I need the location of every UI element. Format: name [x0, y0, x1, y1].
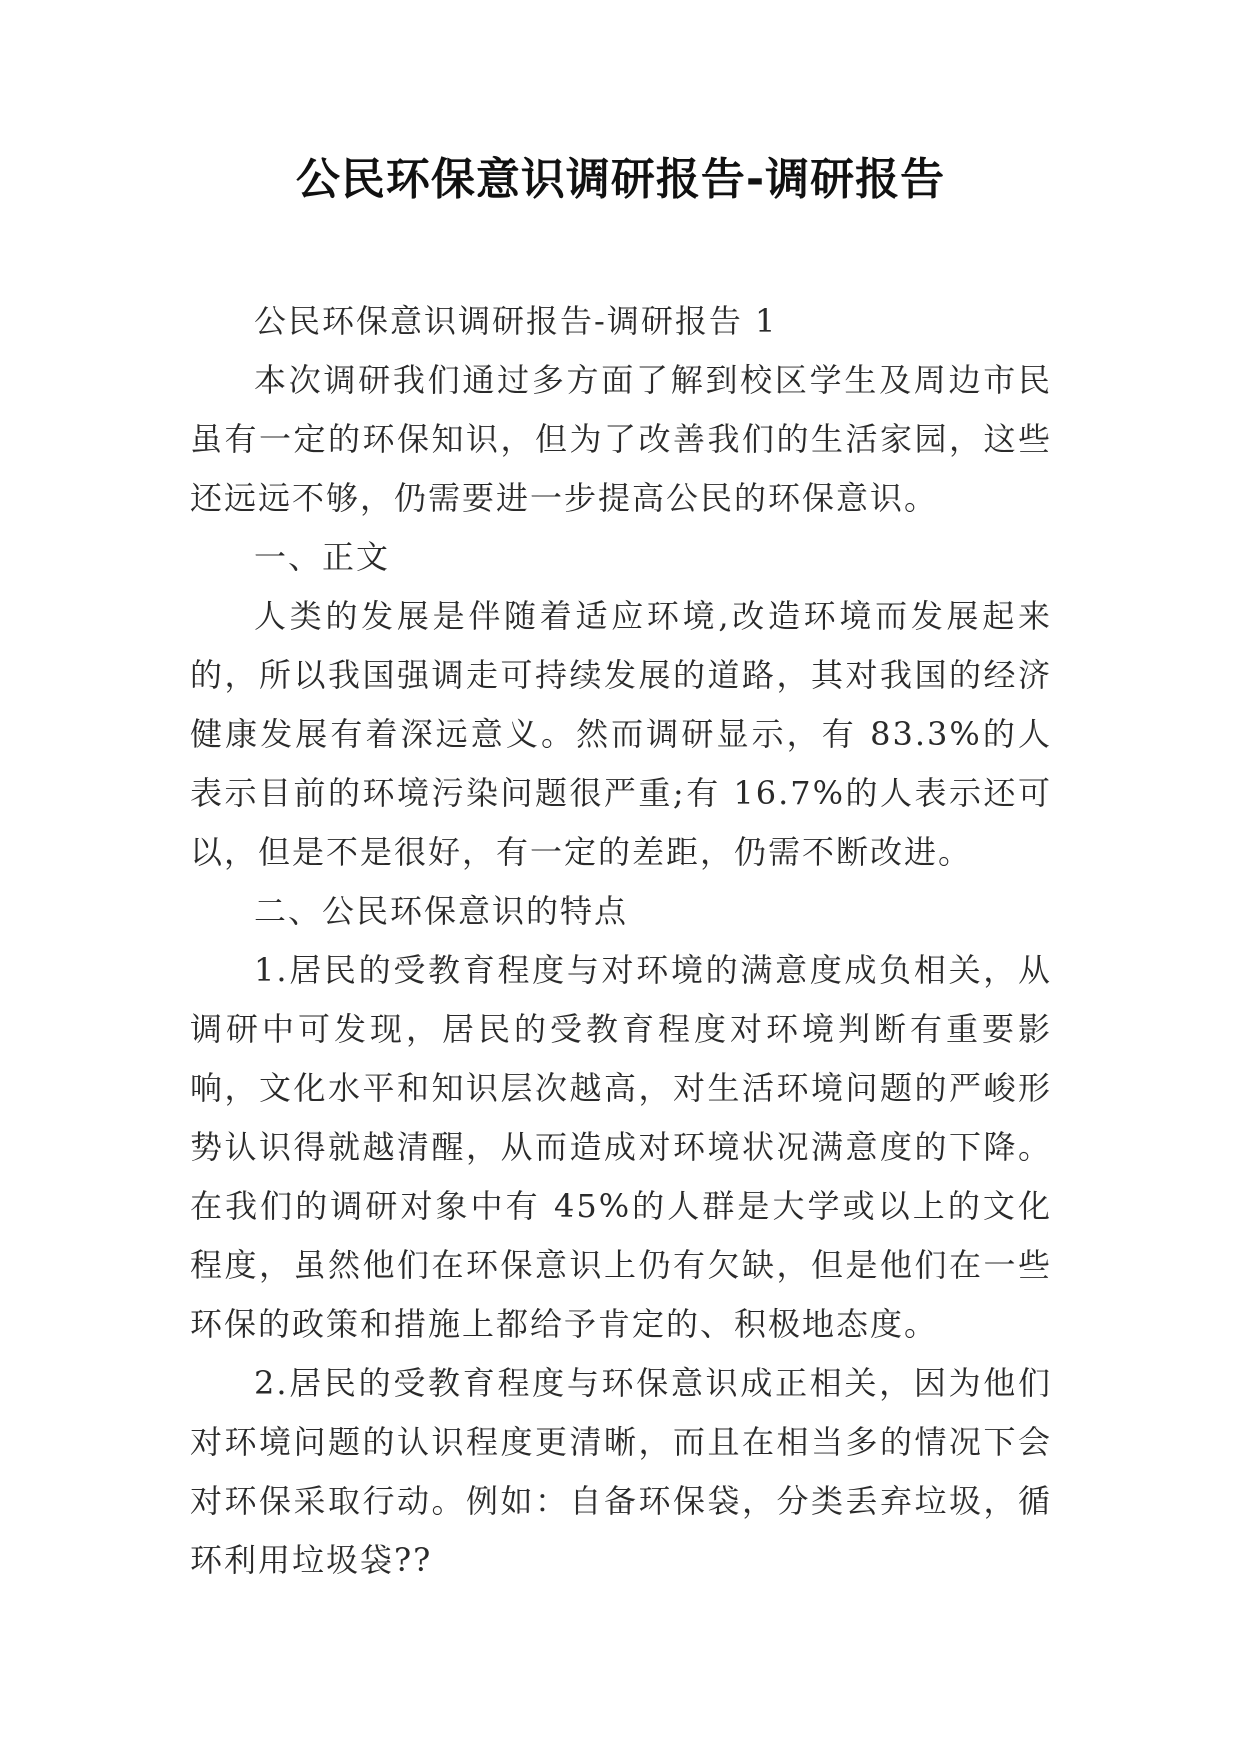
section-heading-main-text: 一、正文 [254, 538, 391, 576]
characteristic-paragraph-2: 2.居民的受教育程度与环保意识成正相关，因为他们对环境问题的认识程度更清晰，而且在相当多的情况下会对环保采取行动。例如：自备环保袋，分类丢弃垃圾，循环利用垃圾袋?? [190, 1364, 1052, 1579]
document-title: 公民环保意识调研报告-调研报告 [295, 154, 946, 205]
intro-paragraph: 本次调研我们通过多方面了解到校区学生及周边市民虽有一定的环保知识，但为了改善我们的生活家园，这些还远远不够，仍需要进一步提高公民的环保意识。 [190, 361, 1052, 517]
characteristic-paragraph-1: 1.居民的受教育程度与对环境的满意度成负相关，从调研中可发现，居民的受教育程度对环境判断有重要影响，文化水平和知识层次越高，对生活环境问题的严峻形势认识得就越清醒，从而造成对环境状况满意度的下降。在我们的调研对象中有 45%的人群是大学或以上的文化程度，虽然他们在环保意识上仍有欠缺，但是他们在一些环保的政策和措施上都给予肯定的、积极地态度。 [190, 951, 1052, 1343]
report-subtitle: 公民环保意识调研报告-调研报告 1 [254, 302, 778, 340]
main-text-paragraph: 人类的发展是伴随着适应环境,改造环境而发展起来的，所以我国强调走可持续发展的道路，其对我国的经济健康发展有着深远意义。然而调研显示，有 83.3%的人表示目前的环境污染问题很严重;有 16.7%的人表示还可以，但是不是很好，有一定的差距，仍需不断改进。 [190, 597, 1052, 871]
document-body [190, 292, 1052, 1590]
section-heading-characteristics: 二、公民环保意识的特点 [254, 892, 629, 930]
